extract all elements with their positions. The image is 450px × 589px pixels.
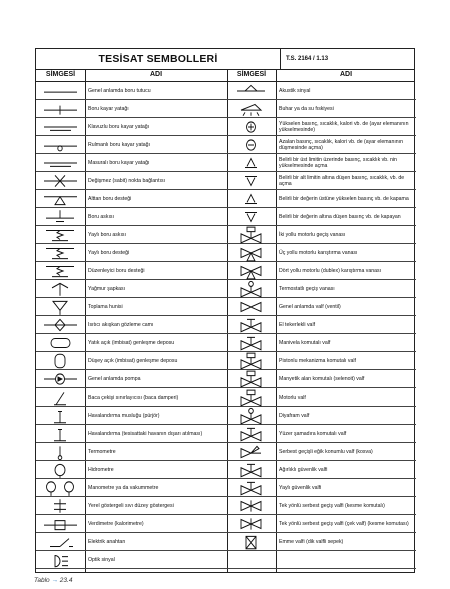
pipe-hanger-icon: [36, 208, 85, 226]
symbol-name: İki yollu motorlu geçiş vanası: [279, 232, 346, 239]
table-row: [36, 208, 416, 226]
table-row: [36, 497, 416, 515]
heat-meter-icon: [36, 515, 85, 533]
fall-icon: [227, 136, 276, 154]
symbol-name: Belirli bir üst limitin üzerinde basınç, sıcaklık vb. nin yükselmesinde açma: [279, 157, 397, 170]
table-row: [36, 479, 416, 497]
below-limit-icon: [227, 172, 276, 190]
table-caption: [34, 577, 72, 584]
symbol-name: Azalan basınç, sıcaklık, kalori vb. de (ayar elemanının düşmesinde açma): [279, 139, 403, 152]
table-row: [36, 298, 416, 316]
spring-support-icon: [36, 244, 85, 262]
symbol-name: Üç yollu motorlu karıştırma vanası: [279, 250, 358, 257]
symbol-name: Genel anlamda valf (ventil): [279, 304, 341, 311]
bottom-support-icon: [36, 190, 85, 208]
table-row: [36, 551, 416, 569]
symbol-name: Belirli bir değerin üstüne yükselen basınç vb. de kapama: [279, 196, 409, 203]
col-name-left: ADI: [149, 71, 163, 78]
weight-safety-valve-icon: [227, 461, 276, 479]
symbol-name: Tek yönlü serbest geçiş valfi (kesme komutalı): [279, 502, 385, 509]
manometer-icon: [36, 479, 85, 497]
table-title-bar: [36, 49, 414, 70]
steam-spray-icon: [227, 100, 276, 118]
drain-funnel-icon: [36, 298, 85, 316]
symbol-name: Yaylı boru desteği: [88, 250, 130, 257]
symbol-name: Termostatlı geçiş vanası: [279, 286, 335, 293]
symbol-name: Düzenleyici boru desteği: [88, 268, 145, 275]
arrow-icon: →: [51, 577, 58, 584]
table-row: [36, 334, 416, 352]
thermometer-icon: [36, 443, 85, 461]
table-row: [36, 316, 416, 334]
table-row: [36, 226, 416, 244]
symbol-name: Pistonlu mekanizma komutalı valf: [279, 358, 356, 365]
vertical-expansion-tank-icon: [36, 352, 85, 370]
air-vent-icon: [36, 407, 85, 425]
table-row: [36, 389, 416, 407]
symbol-name: Optik sinyal: [88, 556, 115, 563]
symbol-name: Serbest geçişli eğik konumlu valf (kosva): [279, 448, 373, 455]
symbol-name: Alttan boru desteği: [88, 196, 132, 203]
table-row: [36, 533, 416, 551]
col-symbol-right: SİMGESİ: [236, 71, 267, 78]
symbol-name: Rulmanlı boru kayar yatağı: [88, 142, 150, 149]
symbol-name: Masuralı boru kayar yatağı: [88, 160, 150, 167]
auto-air-vent-icon: [36, 425, 85, 443]
symbol-name: Klavuzlu boru kayar yatağı: [88, 124, 150, 131]
symbols-table: [35, 48, 415, 573]
fixed-point-icon: [36, 172, 85, 190]
above-limit-icon: [227, 154, 276, 172]
symbol-name: Yaylı boru askısı: [88, 232, 126, 239]
symbol-name: Dört yollu motorlu (dublex) karıştırma vanası: [279, 268, 382, 275]
empty-icon: [227, 551, 276, 569]
check-valve-icon: [227, 497, 276, 515]
symbol-name: Diyafram valf: [279, 412, 310, 419]
check-valve-angle-icon: [227, 515, 276, 533]
three-way-motor-valve-icon: [227, 244, 276, 262]
symbol-name: Yatık açık (imbisat) genleşme deposu: [88, 340, 175, 347]
symbol-name: Manometre ya da vakummetre: [88, 484, 159, 491]
level-gauge-icon: [36, 497, 85, 515]
piston-valve-icon: [227, 352, 276, 370]
symbol-name: Yüzer şamadıra komutalı valf: [279, 430, 347, 437]
symbol-name: Toplama hunisi: [88, 304, 123, 311]
symbol-name: El tekerlekli valf: [279, 322, 316, 329]
caption-number: 23.4: [59, 577, 73, 584]
table-row: [36, 244, 416, 262]
symbol-name: Akustik sinyal: [279, 88, 311, 94]
sliding-bearing-icon: [36, 100, 85, 118]
lever-valve-icon: [227, 334, 276, 352]
table-row: [36, 136, 416, 154]
table-row: [36, 515, 416, 533]
spring-safety-valve-icon: [227, 479, 276, 497]
optical-signal-icon: [36, 551, 85, 569]
symbol-name: Değişmez (sabit) nokta bağlantısı: [88, 178, 165, 185]
symbol-name: Havalandırma musluğu (pürjör): [88, 412, 160, 419]
symbol-name: Tek yönlü serbest geçiş valfi (çek valf) (kesme komutası): [279, 520, 409, 527]
symbol-name: Hidrometre: [88, 466, 114, 473]
table-row: [36, 154, 416, 172]
rain-cap-icon: [36, 280, 85, 298]
table-row: [36, 407, 416, 425]
symbol-name: Belirli bir değerin altına düşen basınç vb. de kapayan: [279, 214, 401, 221]
symbol-name: Verdimetre (kalorimetre): [88, 520, 144, 527]
float-valve-icon: [227, 425, 276, 443]
acoustic-signal-icon: [227, 82, 276, 100]
motor-valve-icon: [227, 389, 276, 407]
symbol-name: Yaylı güvenlik valfi: [279, 484, 322, 491]
fall-close-icon: [227, 208, 276, 226]
rise-icon: [227, 118, 276, 136]
symbol-name: Genel anlamda boru tutucu: [88, 88, 151, 94]
table-row: [36, 118, 416, 136]
caption-prefix: Tablo: [34, 577, 50, 584]
pipe-support-icon: [36, 82, 85, 100]
table-row: [36, 280, 416, 298]
symbol-name: Düşey açık (imbisat) genleşme deposu: [88, 358, 178, 365]
table-row: [36, 172, 416, 190]
horizontal-expansion-tank-icon: [36, 334, 85, 352]
rise-close-icon: [227, 190, 276, 208]
vent-valve-icon: [227, 533, 276, 551]
table-row: [36, 190, 416, 208]
table-row: [36, 100, 416, 118]
column-headers: [36, 69, 414, 82]
table-row: [36, 443, 416, 461]
diaphragm-valve-icon: [227, 407, 276, 425]
symbol-name: Genel anlamda pompa: [88, 376, 141, 383]
symbol-name: Termometre: [88, 448, 116, 455]
col-symbol-left: SİMGESİ: [45, 71, 76, 78]
standard-ref: T.S. 2164 / 1.13: [286, 56, 329, 62]
symbol-name: Belirli bir alt limitin altına düşen basınç, sıcaklık, vb. de açma: [279, 175, 405, 188]
adjustable-support-icon: [36, 262, 85, 280]
table-row: [36, 461, 416, 479]
spring-hanger-icon: [36, 226, 85, 244]
hydrometer-icon: [36, 461, 85, 479]
symbol-name: Isıtıcı akışkan gözleme camı: [88, 322, 154, 329]
sight-glass-icon: [36, 316, 85, 334]
table-row: [36, 352, 416, 370]
hand-valve-icon: [227, 316, 276, 334]
four-way-motor-valve-icon: [227, 262, 276, 280]
roller-bearing-icon: [36, 136, 85, 154]
symbol-name: Elektrik anahtarı: [88, 538, 126, 545]
symbol-name: Boru askısı: [88, 214, 114, 221]
guided-sliding-bearing-icon: [36, 118, 85, 136]
symbol-name: [276, 551, 416, 569]
symbol-name: Buhar ya da su fıskiyesi: [279, 106, 334, 113]
symbol-name: Motorlu valf: [279, 394, 306, 401]
table-row: [36, 425, 416, 443]
symbol-name: Yağmur şapkası: [88, 286, 126, 293]
solenoid-valve-icon: [227, 370, 276, 388]
symbol-name: Boru kayar yatağı: [88, 106, 129, 113]
flue-damper-icon: [36, 389, 85, 407]
symbol-name: Emme valfi (dik valfli sepek): [279, 538, 344, 545]
angle-valve-icon: [227, 443, 276, 461]
pump-icon: [36, 370, 85, 388]
general-valve-icon: [227, 298, 276, 316]
two-way-motor-valve-icon: [227, 226, 276, 244]
thermostatic-valve-icon: [227, 280, 276, 298]
symbol-name: Havalandırma (tesisattaki havanın dışarı atılması): [88, 430, 203, 437]
col-name-right: ADI: [339, 71, 353, 78]
cylinder-bearing-icon: [36, 154, 85, 172]
symbol-name: Manivela komutalı valf: [279, 340, 331, 347]
symbol-name: Yükselen basınç, sıcaklık, kalori vb. de (ayar elemanının yükselmesinde): [279, 121, 409, 134]
symbol-name: Baca çekişi sınırlayıcısı (baca damperi): [88, 394, 179, 401]
symbol-name: Yerel göstergeli sıvı düzey göstergesi: [88, 502, 174, 509]
table-row: [36, 262, 416, 280]
table-title: TESİSAT SEMBOLLERİ: [36, 49, 281, 69]
symbol-name: Ağırlıklı güvenlik valfi: [279, 466, 328, 473]
symbol-name: Manyetik alan komutalı (selenoit) valf: [279, 376, 365, 383]
electric-switch-icon: [36, 533, 85, 551]
table-row: [36, 82, 416, 100]
table-row: [36, 370, 416, 388]
